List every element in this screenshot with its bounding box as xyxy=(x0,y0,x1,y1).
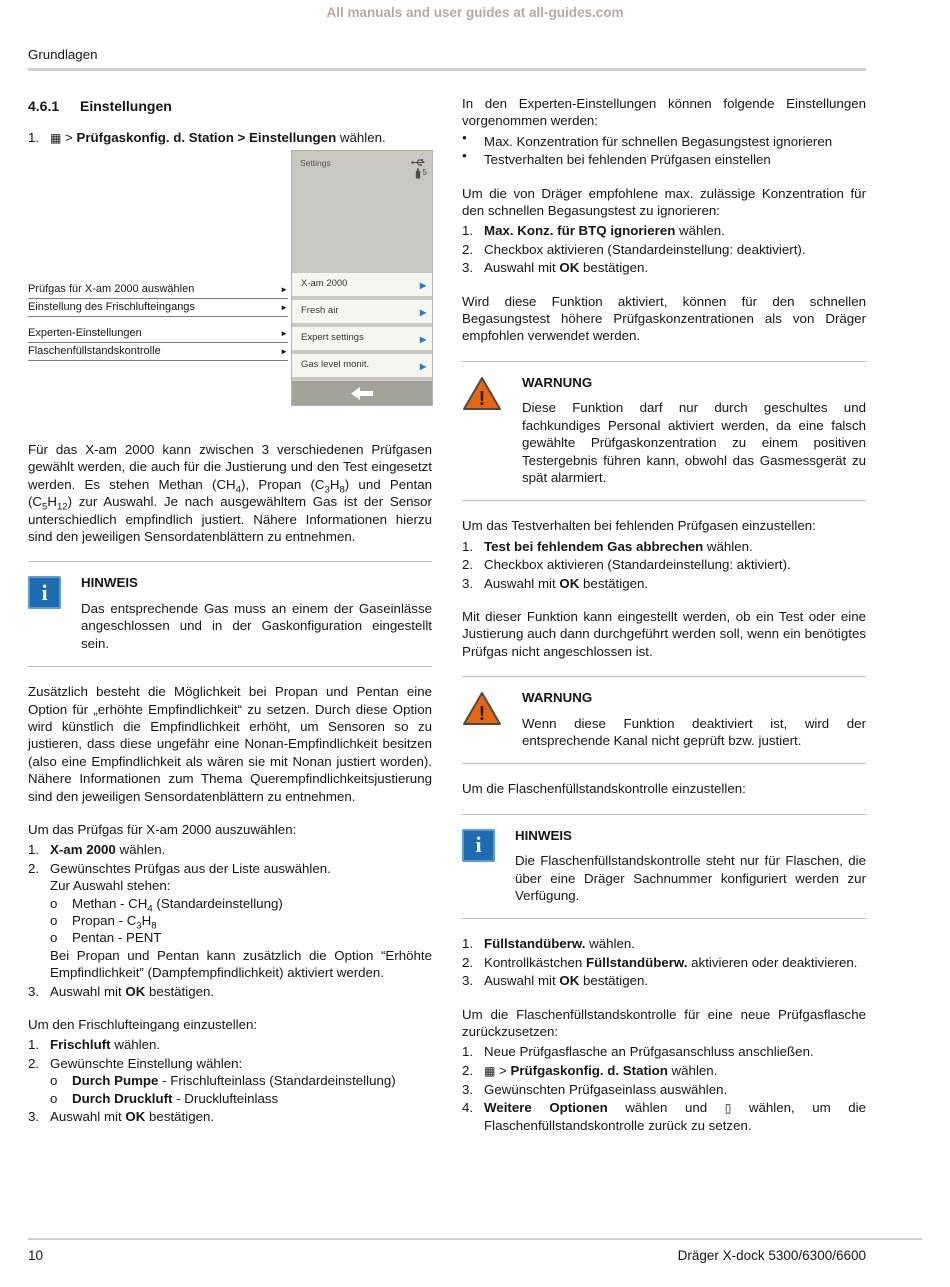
section-header: Grundlagen xyxy=(28,47,98,62)
note-text: Die Flaschenfüllstandskontrolle steht nur für Flaschen, die über eine Dräger Sachnummer konfiguriert werden zur Verfügung. xyxy=(515,853,866,903)
bottle-icon: ▯ xyxy=(724,1100,732,1115)
note-text: Das entsprechende Gas muss an einem der Gaseinlässe angeschlossen und in der Gaskonfiguration eingestellt sein. xyxy=(81,600,432,651)
gas-bottle-status xyxy=(415,168,427,179)
bullet-icon: ● xyxy=(462,151,467,161)
sub-bullet: o xyxy=(50,895,58,911)
warning-text: Diese Funktion darf nur durch geschultes und fachkundiges Personal aktiviert werden, da eine falsch gewählte Prüfgaskonzentration zu einem positiven Testergebnis führen kann, obwohl das Gasmessgerät zu spät alarmiert. xyxy=(522,400,866,485)
footer-row xyxy=(28,1247,922,1265)
list-item-line: Gewünschte Einstellung wählen: xyxy=(50,1055,243,1071)
menu-item-label: X-am 2000 xyxy=(301,278,348,290)
list-item-line: Zur Auswahl stehen: xyxy=(50,878,171,894)
paragraph: Wird diese Funktion aktiviert, können für den schnellen Begasungstest höhere Prüfgaskonzentrationen als von Dräger empfohlen verwendet werden. xyxy=(462,293,866,344)
note-body xyxy=(81,574,432,652)
step-text: ▦ > Prüfgaskonfig. d. Station > Einstellungen wählen. xyxy=(50,130,386,146)
pointer-icon: ► xyxy=(280,303,288,313)
paragraph: In den Experten-Einstellungen können folgende Einstellungen vorgenommen werden: xyxy=(462,96,866,129)
pointer-icon: ► xyxy=(280,347,288,357)
device-menu-item-expert xyxy=(292,327,432,350)
list-item: 1. Neue Prüfgasflasche an Prüfgasanschluss anschließen. xyxy=(462,1044,814,1060)
chevron-right-icon: ▸ xyxy=(419,331,426,346)
list-item-line: Gewünschtes Prüfgas aus der Liste auswählen. xyxy=(50,860,331,876)
step-number: 1. xyxy=(28,130,40,146)
list-item: 3. Auswahl mit OK bestätigen. xyxy=(462,575,649,591)
footer-rule xyxy=(28,1238,922,1240)
list-item: 2. Kontrollkästchen Füllstandüberw. aktivieren oder deaktivieren. xyxy=(462,954,858,970)
sub-list-item: o Pentan - PENT xyxy=(50,930,162,946)
list-item: 3. Auswahl mit OK bestätigen. xyxy=(462,973,649,989)
menu-icon: ▦ xyxy=(50,131,62,146)
paragraph: Mit dieser Funktion kann eingestellt werden, ob ein Test oder eine Justierung auch dann durchgeführt werden soll, wenn ein benötigtes Prüfgas nicht angeschlossen ist. xyxy=(462,608,866,659)
list-intro: Um das Prüfgas für X-am 2000 auszuwählen: xyxy=(28,821,297,837)
page-number: 10 xyxy=(28,1248,44,1263)
section-heading xyxy=(28,97,432,115)
numbered-list xyxy=(462,935,866,989)
svg-text:!: ! xyxy=(478,387,486,410)
info-glyph: i xyxy=(41,579,48,605)
numbered-list xyxy=(28,1036,432,1125)
list-item: 2. Gewünschtes Prüfgas aus der Liste auswählen. Zur Auswahl stehen: o Methan - $CH_4$ (Standardeinstellung) o Propan - $C_3H_8$ o Pentan - PENT Bei Propan und Pentan kann zusätzlich die Option “Erhöhte Empfindlichkeit” (Dampfempfindlichkeit) aktiviert werden. xyxy=(28,860,432,981)
warnung-box xyxy=(462,676,866,764)
note-title: HINWEIS xyxy=(515,827,572,843)
list-item: 1. Füllstandüberw. wählen. xyxy=(462,936,635,952)
chevron-right-icon: ▸ xyxy=(419,277,426,292)
warning-body xyxy=(522,689,866,749)
menu-item-label: Expert settings xyxy=(301,332,364,344)
device-back-button xyxy=(292,381,432,405)
sub-bullet: o xyxy=(50,1090,58,1106)
list-item: 3. Gewünschten Prüfgaseinlass auswählen. xyxy=(462,1081,728,1097)
callout-label: Prüfgas für X-am 2000 auswählen xyxy=(28,282,195,295)
header-rule xyxy=(28,68,866,71)
list-item: 2. Checkbox aktivieren (Standardeinstellung: aktiviert). xyxy=(462,557,791,573)
warning-icon xyxy=(462,376,502,411)
sub-bullet: o xyxy=(50,1073,58,1089)
sub-bullet: o xyxy=(50,930,58,946)
page-footer xyxy=(28,1238,922,1265)
info-icon xyxy=(28,576,61,609)
warning-title: WARNUNG xyxy=(522,690,593,706)
paragraph: Um die Flaschenfüllstandskontrolle einzustellen: xyxy=(462,781,746,797)
bullet-item: ● Testverhalten bei fehlenden Prüfgasen einstellen xyxy=(462,151,771,168)
list-intro: Um die Flaschenfüllstandskontrolle für eine neue Prüfgasflasche zurückzusetzen: xyxy=(462,1006,866,1040)
list-intro: Um die von Dräger empfohlene max. zulässige Konzentration für den schnellen Begasungstest zu ignorieren: xyxy=(462,185,866,219)
device-header xyxy=(292,151,432,179)
list-item: 3. Auswahl mit OK bestätigen. xyxy=(462,260,649,276)
document-name: Dräger X-dock 5300/6300/6600 xyxy=(677,1248,866,1263)
info-glyph: i xyxy=(475,831,482,857)
sub-list-item: o Propan - $C_3H_8$ xyxy=(50,912,157,932)
pointer-icon: ► xyxy=(280,329,288,339)
list-item-note: Bei Propan und Pentan kann zusätzlich die Option “Erhöhte Empfindlichkeit” (Dampfempfindlichkeit) aktiviert werden. xyxy=(50,947,432,981)
paragraph: Zusätzlich besteht die Möglichkeit bei Propan und Pentan eine Option für „erhöhte Empfindlichkeit“ zu setzen. Durch diese Option wird künstlich die Empfindlichkeit erhöht, um Sensoren so zu justieren, dass diese ungefähr eine Nonan-Empfindlichkeit besitzen (also eine Empfindlichkeit als wären sie mit Nonan justiert worden). Nähere Informationen zum Thema Querempfindlichkeitsjustierung sind den jeweiligen Sensordatenblättern zu entnehmen. xyxy=(28,684,432,804)
gas-bottle-count: 5 xyxy=(422,168,427,178)
left-column xyxy=(28,95,432,1150)
sub-list-item: o Durch Pumpe - Frischlufteinlass (Standardeinstellung) xyxy=(50,1073,396,1089)
hinweis-box xyxy=(28,561,432,667)
warning-title: WARNUNG xyxy=(522,374,593,390)
list-item: 1. Frischluft wählen. xyxy=(28,1037,161,1053)
menu-item-label: Gas level monit. xyxy=(301,359,370,371)
device-status-icons xyxy=(411,158,427,179)
warning-body xyxy=(522,374,866,486)
bullet-item: ● Max. Konzentration für schnellen Begasungstest ignorieren xyxy=(462,132,833,149)
warnung-box xyxy=(462,361,866,501)
numbered-list xyxy=(462,538,866,592)
device-menu xyxy=(292,273,432,381)
list-item: 2. Checkbox aktivieren (Standardeinstellung: deaktiviert). xyxy=(462,241,806,257)
settings-screen-figure xyxy=(28,151,432,417)
device-screen-title: Settings xyxy=(300,158,331,169)
chevron-right-icon: ▸ xyxy=(419,304,426,319)
bullet-icon: ● xyxy=(462,132,467,142)
device-menu-item-xam2000 xyxy=(292,273,432,296)
device-menu-item-gaslevel xyxy=(292,354,432,377)
sub-list-item: o Methan - $CH_4$ (Standardeinstellung) xyxy=(50,895,283,915)
callout-label: Experten-Einstellungen xyxy=(28,326,142,339)
warning-text: Wenn diese Funktion deaktiviert ist, wird der entsprechende Kanal nicht geprüft bzw. justiert. xyxy=(522,715,866,748)
page-header xyxy=(28,46,866,71)
content-columns xyxy=(28,95,866,1150)
callout-flaschen xyxy=(28,340,288,361)
watermark-text: All manuals and user guides at all-guides.com xyxy=(326,5,624,20)
list-item: 2. Gewünschte Einstellung wählen: o Durch Pumpe - Frischlufteinlass (Standardeinstellung) o Durch Druckluft - Drucklufteinlass xyxy=(28,1055,432,1107)
list-item: 2. ▦ > Prüfgaskonfig. d. Station wählen. xyxy=(462,1062,718,1078)
hinweis-box xyxy=(462,814,866,920)
usb-icon xyxy=(411,158,427,167)
list-intro: Um den Frischlufteingang einzustellen: xyxy=(28,1017,258,1033)
list-item: 3. Auswahl mit OK bestätigen. xyxy=(28,1109,215,1125)
list-item: 1. Max. Konz. für BTQ ignorieren wählen. xyxy=(462,223,725,239)
callout-label: Flaschenfüllstandskontrolle xyxy=(28,344,161,357)
list-item: 1. Test bei fehlendem Gas abbrechen wählen. xyxy=(462,538,753,554)
step-item xyxy=(28,129,432,147)
list-intro: Um das Testverhalten bei fehlenden Prüfgasen einzustellen: xyxy=(462,518,816,534)
heading-number: 4.6.1 xyxy=(28,98,60,114)
callout-label: Einstellung des Frischlufteingangs xyxy=(28,300,195,313)
numbered-list xyxy=(462,1043,866,1134)
numbered-list xyxy=(462,222,866,276)
list-item-body xyxy=(50,1055,432,1107)
numbered-list xyxy=(28,841,432,1000)
warning-icon xyxy=(462,691,502,726)
list-item-body xyxy=(50,860,432,982)
menu-item-label: Fresh air xyxy=(301,305,339,317)
chevron-right-icon: ▸ xyxy=(419,358,426,373)
gas-bottle-icon xyxy=(415,168,421,179)
callout-frischluft xyxy=(28,296,288,317)
note-title: HINWEIS xyxy=(81,575,138,591)
device-menu-item-freshair xyxy=(292,300,432,323)
sub-bullet: o xyxy=(50,912,58,928)
list-item: 4. Weitere Optionen wählen und ▯ wählen, um die Flaschenfüllstandskontrolle zurück zu setzen. xyxy=(462,1099,866,1133)
note-body xyxy=(515,827,866,905)
sub-list-item: o Durch Druckluft - Drucklufteinlass xyxy=(50,1090,279,1106)
pointer-icon: ► xyxy=(280,285,288,295)
right-column xyxy=(462,95,866,1150)
heading-title: Einstellungen xyxy=(80,98,172,114)
svg-text:!: ! xyxy=(478,703,486,726)
bullet-list xyxy=(462,133,866,169)
paragraph: Für das X-am 2000 kann zwischen 3 verschiedenen Prüfgasen gewählt werden, die auch für die Justierung und den Test eingesetzt werden. Es stehen Methan $(CH_4)$, Propan $(C_3H_8)$ und Pentan $(C_5H_{12})$ zur Auswahl. Je nach ausgewähltem Gas ist der Sensor unterschiedlich empfindlich justiert. Nähere Informationen hierzu sind den jeweiligen Sensordatenblättern zu entnehmen. xyxy=(28,442,432,545)
list-item: 3. Auswahl mit OK bestätigen. xyxy=(28,983,215,999)
list-item: 1. X-am 2000 wählen. xyxy=(28,842,166,858)
menu-icon: ▦ xyxy=(484,1063,496,1078)
info-icon xyxy=(462,829,495,862)
back-arrow-icon xyxy=(351,387,373,400)
device-screenshot xyxy=(292,151,432,405)
